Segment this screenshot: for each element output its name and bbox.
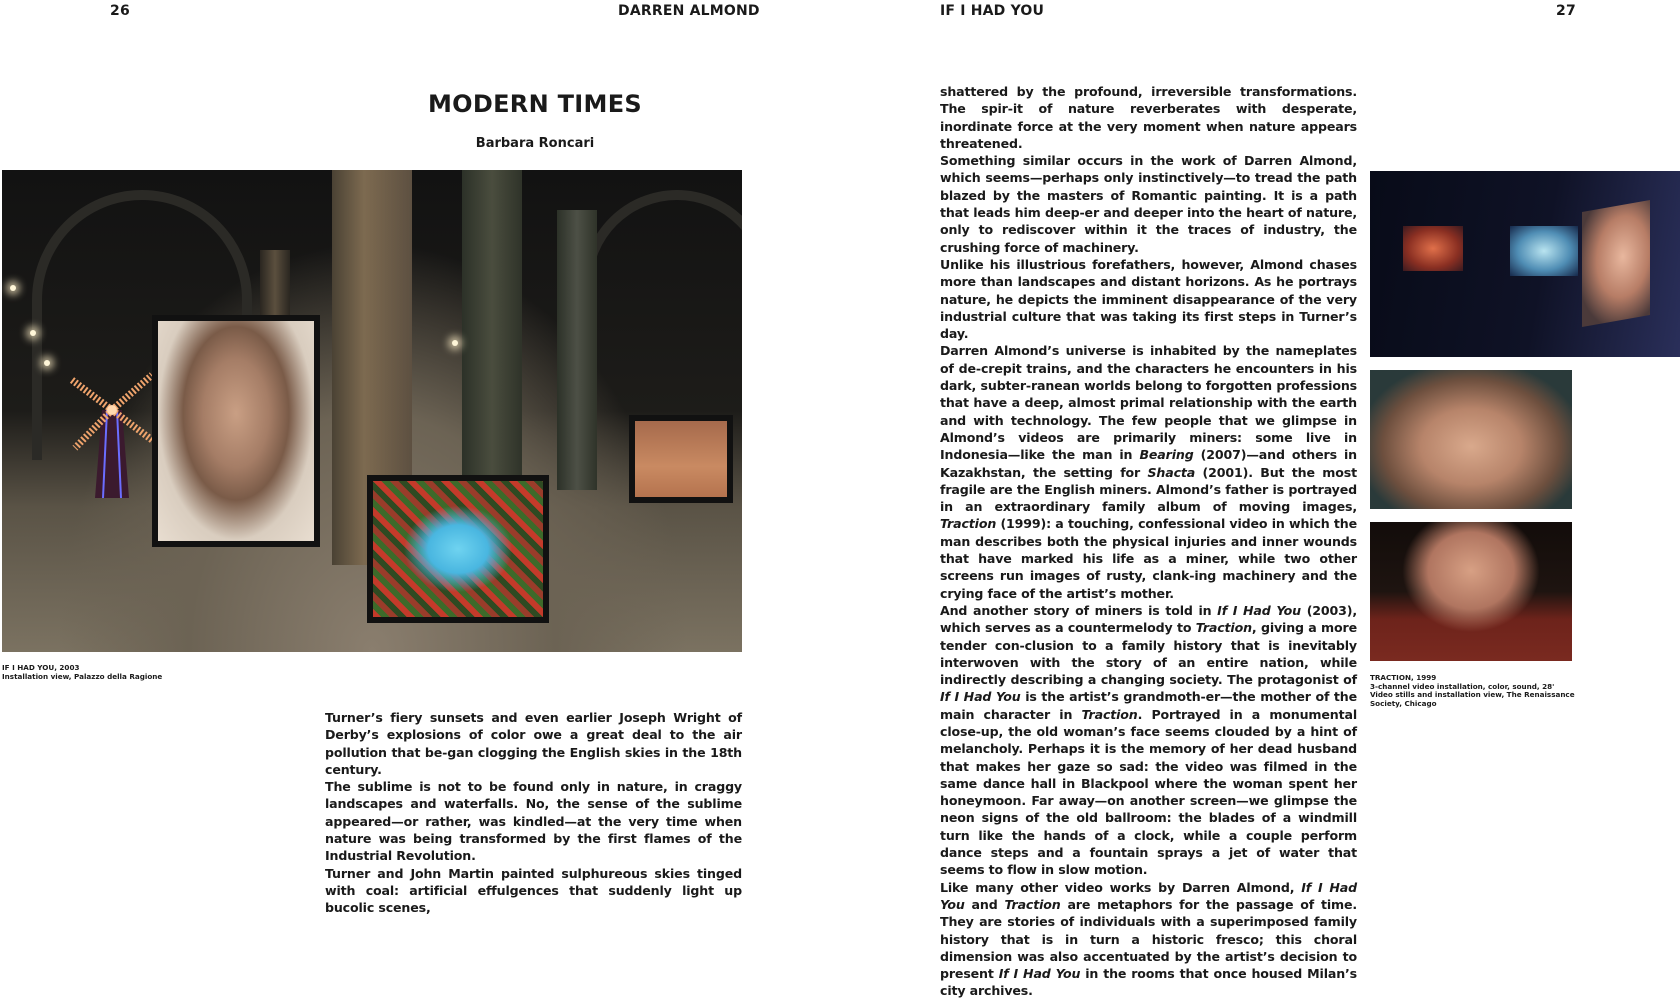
paragraph: Darren Almond’s universe is inhabited by the nameplates of de-crepit trains, and the characters he encounters in his dark, subter-ranean worlds belong to forgotten professions that have a deep, almost primal relationship with the earth and with technology. The few people that we glimpse in Almond’s videos are primarily miners: some live in Indonesia—like the man in Bearing (2007)—and others in Kazakhstan, the setting for Shacta (2001). But the most fragile are the English miners. Almond’s father is portrayed in an extraordinary family album of moving images, Traction (1999): a touching, confessional video in which the man describes both the physical injuries and inner wounds that have marked his life as a miner, while two other screens run images of rusty, clank-ing machinery and the crying face of the artist’s mother. [940,343,1357,601]
caption-if-i-had-you [2,664,162,681]
video-screen-fountain [367,475,549,623]
lamp [44,360,50,366]
paragraph: Turner and John Martin painted sulphureous skies tinged with coal: artificial effulgences that suddenly light up bucolic scenes, [325,865,742,916]
paragraph: Like many other video works by Darren Almond, If I Had You and Traction are metaphors for the passage of time. They are stories of individuals with a superimposed family history that is in turn a historic fresco; this choral dimension was also accentuated by the artist’s decision to present If I Had You in the rooms that once housed Milan’s city archives. [940,879,1358,999]
paragraph: Unlike his illustrious forefathers, however, Almond chases more than landscapes and distant horizons. As he portrays nature, he depicts the imminent disappearance of the very industrial culture that was taking its first steps in Turner’s day. [940,256,1357,342]
arch [582,190,742,430]
video-still-mother [1370,522,1572,661]
caption-title: IF I HAD YOU, 2003 [2,663,80,672]
video-screen-dancers [629,415,733,503]
page-number-left: 26 [110,3,130,19]
paragraph: shattered by the profound, irreversible transformations. The spir-it of nature reverberates with desperate, inordinate force at the very moment when nature appears threatened. [940,84,1357,151]
video-screen-right [1582,200,1650,327]
running-head-right: IF I HAD YOU [940,3,1045,19]
caption-detail: 3-channel video installation, color, sound, 28' [1370,681,1555,691]
lamp [452,340,458,346]
video-screen-grandmother [152,315,320,547]
paragraph: Turner’s fiery sunsets and even earlier Joseph Wright of Derby’s explosions of color owe a great deal to the air pollution that be-gan clogging the English skies in the 18th century. [325,710,742,777]
caption-detail: Installation view, Palazzo della Ragione [2,671,163,681]
video-screen-center [1510,226,1578,276]
running-head-left: DARREN ALMOND [618,3,760,19]
paragraph: And another story of miners is told in If I Had You (2003), which serves as a countermelody to Traction, giving a more tender con-clusion to a family history that is inevitably interwoven with the story of an entire nation, while indirectly describing a changing society. The protagonist of If I Had You is the artist’s grandmoth-er—the mother of the main character in Traction. Portrayed in a monumental close-up, the old woman’s face seems clouded by a hint of melancholy. Perhaps it is the memory of her dead husband that makes her gaze so sad: the video was filmed in the same dance hall in Blackpool where the woman spent her honeymoon. Far away—on another screen—we glimpse the neon signs of the old ballroom: the blades of a windmill turn like the hands of a clock, while a couple perform dance steps and a fountain sprays a jet of water that seems to flow in slow motion. [940,602,1357,878]
video-still-father [1370,370,1572,509]
lamp [10,285,16,291]
article-author: Barbara Roncari [475,136,595,151]
lamp [30,330,36,336]
article-title: MODERN TIMES [428,90,642,118]
text-column-right [940,83,1357,1000]
caption-title: TRACTION, 1999 [1370,673,1437,682]
pillar [557,210,597,490]
video-screen-left [1403,226,1463,271]
pillar [462,170,522,500]
caption-traction [1370,674,1575,708]
installation-photo-if-i-had-you [2,170,742,652]
page-number-right: 27 [1556,3,1576,19]
text-column-left [325,709,742,917]
installation-photo-traction [1370,171,1680,357]
neon-windmill [67,370,157,500]
paragraph: Something similar occurs in the work of Darren Almond, which seems—perhaps only instinctively—to tread the path blazed by the masters of Romantic painting. It is a path that leads him deep-er and deeper into the heart of nature, only to rediscover within it the traces of industry, the crushing force of machinery. [940,153,1357,255]
caption-detail: Video stills and installation view, The Renaissance Society, Chicago [1370,690,1575,708]
paragraph: The sublime is not to be found only in nature, in craggy landscapes and waterfalls. No, the sense of the sublime appeared—or rather, was kindled—at the very time when nature was being transformed by the first flames of the Industrial Revolution. [325,779,742,864]
